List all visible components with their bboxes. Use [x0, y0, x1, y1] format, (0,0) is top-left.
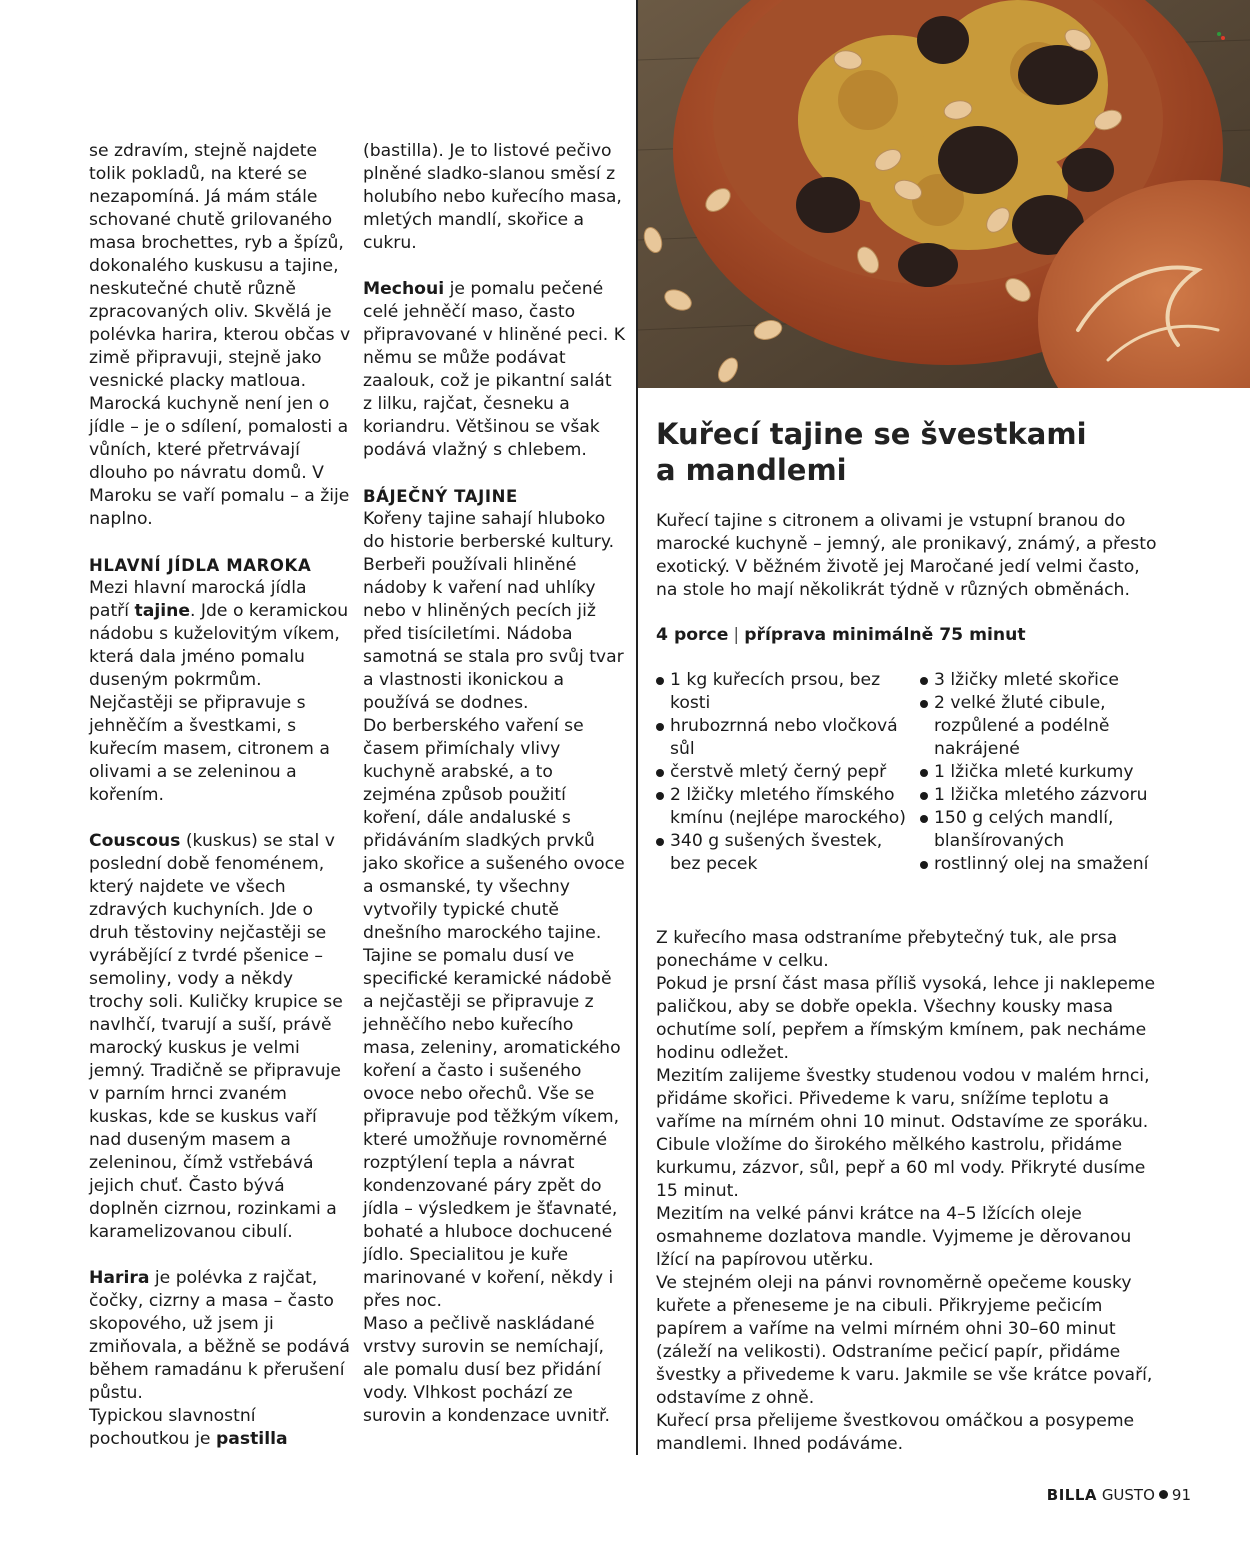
tajine-photo	[638, 0, 1250, 388]
left-column	[89, 140, 351, 1451]
tajine-illustration	[638, 0, 1250, 388]
ingredient-item: rostlinný olej na smažení	[920, 853, 1160, 876]
recipe-meta	[656, 624, 1161, 647]
left-paragraph-2: Mezi hlavní marocká jídla patří tajine. Jde o keramickou nádobu s kuželovitým víkem, která dala jméno pomalu duseným pokrmům. Nejčastěji se připravuje s jehněčím a švestkami, s kuřecím masem, citronem a olivami a se zeleninou a kořením.	[89, 578, 349, 805]
middle-paragraph-3: Kořeny tajine sahají hluboko do historie berberské kultury. Berbeři používali hliněné nádoby k vaření nad uhlíky nebo v hliněných pecích již před tisíciletími. Nádoba samotná se stala pro svůj tvar a vlastnosti ikonickou a používá se dodnes.	[363, 509, 624, 713]
heading-main-dishes: HLAVNÍ JÍDLA MAROKA	[89, 556, 312, 575]
prep-time: příprava minimálně 75 minut	[744, 625, 1026, 645]
ingredients	[656, 669, 1161, 905]
recipe-step: Ve stejném oleji na pánvi rovnoměrně opečeme kousky kuřete a přeneseme je na cibuli. Přikryjeme pečicím papírem a vaříme na velmi mírném ohni 30–60 minut (záleží na velikosti). Odstraníme pečicí papír, přidáme švestky a přivedeme k varu. Jakmile se vše krátce povaří, odstavíme z ohně.	[656, 1273, 1153, 1408]
left-paragraph-pastilla: Typickou slavnostní pochoutkou je pastilla	[89, 1406, 288, 1449]
ingredient-item: 2 lžičky mletého římského kmínu (nejlépe marockého)	[656, 784, 906, 830]
servings: 4 porce	[656, 625, 729, 645]
middle-paragraph-6: Maso a pečlivě naskládané vrstvy surovin se nemíchají, ale pomalu dusí bez přidání vody. Vlhkost pochází ze surovin a kondenzace uvnitř.	[363, 1314, 610, 1426]
page-footer	[1047, 1486, 1191, 1504]
middle-paragraph-5: Tajine se pomalu dusí ve specifické keramické nádobě a nejčastěji se připravuje z jehněčího nebo kuřecího masa, zeleniny, aromatického koření a často i sušeného ovoce nebo ořechů. Vše se připravuje pod těžkým víkem, které umožňuje rovnoměrné rozptýlení tepla a návrat kondenzované páry zpět do jídla – výsledkem je šťavnaté, bohaté a hluboce dochucené jídlo. Specialitou je kuře marinované v koření, někdy i přes noc.	[363, 946, 621, 1311]
middle-paragraph-mechoui: Mechoui je pomalu pečené celé jehněčí maso, často připravované v hliněné peci. K němu se může podávat zaalouk, což je pikantní salát z lilku, rajčat, česneku a koriandru. Většinou se však podává vlažný s chlebem.	[363, 279, 625, 460]
middle-column	[363, 140, 625, 1428]
ingredients-left	[656, 669, 906, 876]
recipe-intro: Kuřecí tajine s citronem a olivami je vstupní branou do marocké kuchyně – jemný, ale pronikavý, známý, a přesto exotický. V běžném životě jej Maročané jedí velmi často, na stole ho mají několikrát týdně v různých obměnách.	[656, 511, 1157, 600]
bullet-dot-icon	[1159, 1490, 1168, 1499]
recipe-step: Cibule vložíme do širokého mělkého kastrolu, přidáme kurkumu, zázvor, sůl, pepř a 60 ml vody. Přikryté dusíme 15 minut.	[656, 1135, 1146, 1201]
footer-magazine: GUSTO	[1101, 1486, 1155, 1504]
recipe-step: Mezitím zalijeme švestky studenou vodou v malém hrnci, přidáme skořici. Přivedeme k varu, snížíme teplotu a vaříme na mírném ohni 10 minut. Odstavíme ze sporáku.	[656, 1066, 1150, 1132]
left-paragraph-couscous: Couscous (kuskus) se stal v poslední době fenoménem, který najdete ve všech zdravých kuchyních. Jde o druh těstoviny nejčastěji se vyrábějící z tvrdé pšenice – semoliny, vody a někdy trochy soli. Kuličky krupice se navlhčí, tvarují a suší, právě marocký kuskus je velmi jemný. Tradičně se připravuje v parním hrnci zvaném kuskas, kde se kuskus vaří nad duseným masem a zeleninou, čímž vstřebává jejich chuť. Často bývá doplněn cizrnou, rozinkami a karamelizovanou cibulí.	[89, 831, 343, 1242]
ingredient-item: 340 g sušených švestek, bez pecek	[656, 830, 906, 876]
heading-tajine: BÁJEČNÝ TAJINE	[363, 487, 518, 506]
recipe-step: Z kuřecího masa odstraníme přebytečný tuk, ale prsa ponecháme v celku.	[656, 928, 1118, 971]
ingredient-item: čerstvě mletý černý pepř	[656, 761, 906, 784]
ingredient-item: 2 velké žluté cibule, rozpůlené a podélně nakrájené	[920, 692, 1160, 761]
page-number: 91	[1171, 1486, 1191, 1504]
middle-paragraph-1: (bastilla). Je to listové pečivo plněné sladko-slanou směsí z holubího nebo kuřecího masa, mletých mandlí, skořice a cukru.	[363, 141, 622, 253]
ingredient-item: 1 lžička mleté kurkumy	[920, 761, 1160, 784]
meta-separator: |	[733, 625, 740, 645]
recipe-steps	[656, 927, 1161, 1456]
left-paragraph-1: se zdravím, stejně najdete tolik pokladů, na které se nezapomíná. Já mám stále schované chutě grilovaného masa brochettes, ryb a špízů, dokonalého kuskusu a tajine, neskutečné chutě různě zpracovaných oliv. Skvělá je polévka harira, kterou občas v zimě připravuji, stejně jako vesnické placky matloua. Marocká kuchyně není jen o jídle – je o sdílení, pomalosti a vůních, které přetrvávají dlouho po návratu domů. V Maroku se vaří pomalu – a žije naplno.	[89, 141, 351, 529]
ingredient-item: 3 lžičky mleté skořice	[920, 669, 1160, 692]
recipe-step: Mezitím na velké pánvi krátce na 4–5 lžících oleje osmahneme dozlatova mandle. Vyjmeme je děrovanou lžící na papírovou utěrku.	[656, 1204, 1132, 1270]
ingredients-right	[920, 669, 1160, 876]
recipe-step: Kuřecí prsa přelijeme švestkovou omáčkou a posypeme mandlemi. Ihned podáváme.	[656, 1411, 1135, 1454]
recipe-section	[656, 416, 1161, 1456]
ingredient-item: 1 lžička mletého zázvoru	[920, 784, 1160, 807]
recipe-step: Pokud je prsní část masa příliš vysoká, lehce ji naklepeme paličkou, aby se dobře opekla. Všechny kousky masa ochutíme solí, pepřem a římským kmínem, pak necháme hodinu odležet.	[656, 974, 1156, 1063]
ingredient-item: hrubozrnná nebo vločková sůl	[656, 715, 906, 761]
recipe-title: Kuřecí tajine se švestkami a mandlemi	[656, 417, 1087, 487]
footer-brand: BILLA	[1046, 1486, 1098, 1504]
left-paragraph-harira: Harira je polévka z rajčat, čočky, cizrny a masa – často skopového, už jsem ji zmiňovala, a běžně se podává během ramadánu k přerušení půstu.	[89, 1268, 350, 1403]
middle-paragraph-4: Do berberského vaření se časem přimíchaly vlivy kuchyně arabské, a to zejména způsob použití koření, dále andaluské s přidáváním sladkých prvků jako skořice a sušeného ovoce a osmanské, ty všechny vytvořily typické chutě dnešního marockého tajine.	[363, 716, 625, 943]
ingredient-item: 1 kg kuřecích prsou, bez kosti	[656, 669, 906, 715]
ingredient-item: 150 g celých mandlí, blanšírovaných	[920, 807, 1160, 853]
